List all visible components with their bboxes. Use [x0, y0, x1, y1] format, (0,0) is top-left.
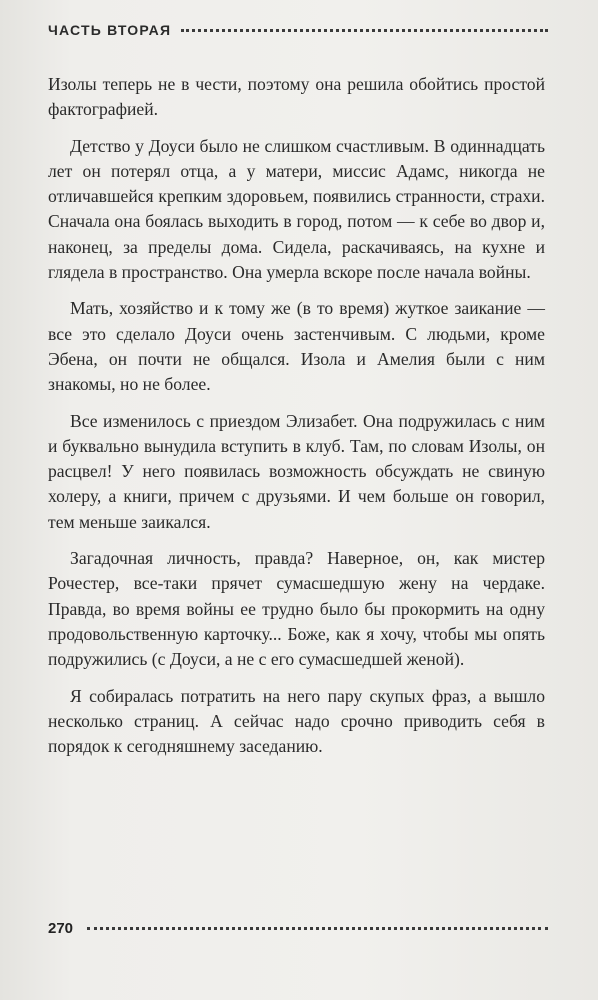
paragraph: Мать, хозяйство и к тому же (в то время) жуткое заикание — все это сделало Доуси очень застенчивым. С людьми, кроме Эбена, он почти не общался. Изола и Амелия были с ним знакомы, но не более. [48, 298, 545, 395]
page-number: 270 [48, 920, 74, 937]
paragraph: Я собиралась потратить на него пару скупых фраз, а вышло несколько страниц. А сейчас надо срочно приводить себя в порядок к сегодняшнему заседанию. [48, 685, 545, 757]
chapter-title: ЧАСТЬ ВТОРАЯ [48, 22, 172, 38]
paragraph: Загадочная личность, правда? Наверное, он, как мистер Рочестер, все-таки прячет сумасшедшую жену на чердаке. Правда, во время войны ее трудно было бы прокормить на одну продовольственную карточку... Боже, как я хочу, чтобы мы опять подружились (с Доуси, а не с его сумасшедшей женой). [48, 548, 545, 670]
paragraph: Все изменилось с приездом Элизабет. Она подружилась с ним и буквально вынудила вступить в клуб. Там, по словам Изолы, он расцвел! У него появилась возможность обсуждать не свиную холеру, а книги, причем с друзьями. И чем больше он говорил, тем меньше заикался. [48, 410, 545, 532]
header-dotted-leader [181, 29, 548, 32]
running-footer [48, 920, 548, 937]
running-header [48, 22, 548, 38]
paragraph: Изолы теперь не в чести, поэтому она решила обойтись простой фактографией. [48, 74, 545, 120]
footer-dotted-leader [87, 927, 548, 930]
paragraph: Детство у Доуси было не слишком счастливым. В одиннадцать лет он потерял отца, а у матери, миссис Адамс, никогда не отличавшейся крепким здоровьем, появились странности, страхи. Сначала она боялась выходить в город, потом — к себе во двор и, наконец, за пределы дома. Сидела, раскачиваясь, на кухне и глядела в пространство. Она умерла вскоре после начала войны. [48, 135, 545, 283]
body-text [48, 72, 545, 770]
